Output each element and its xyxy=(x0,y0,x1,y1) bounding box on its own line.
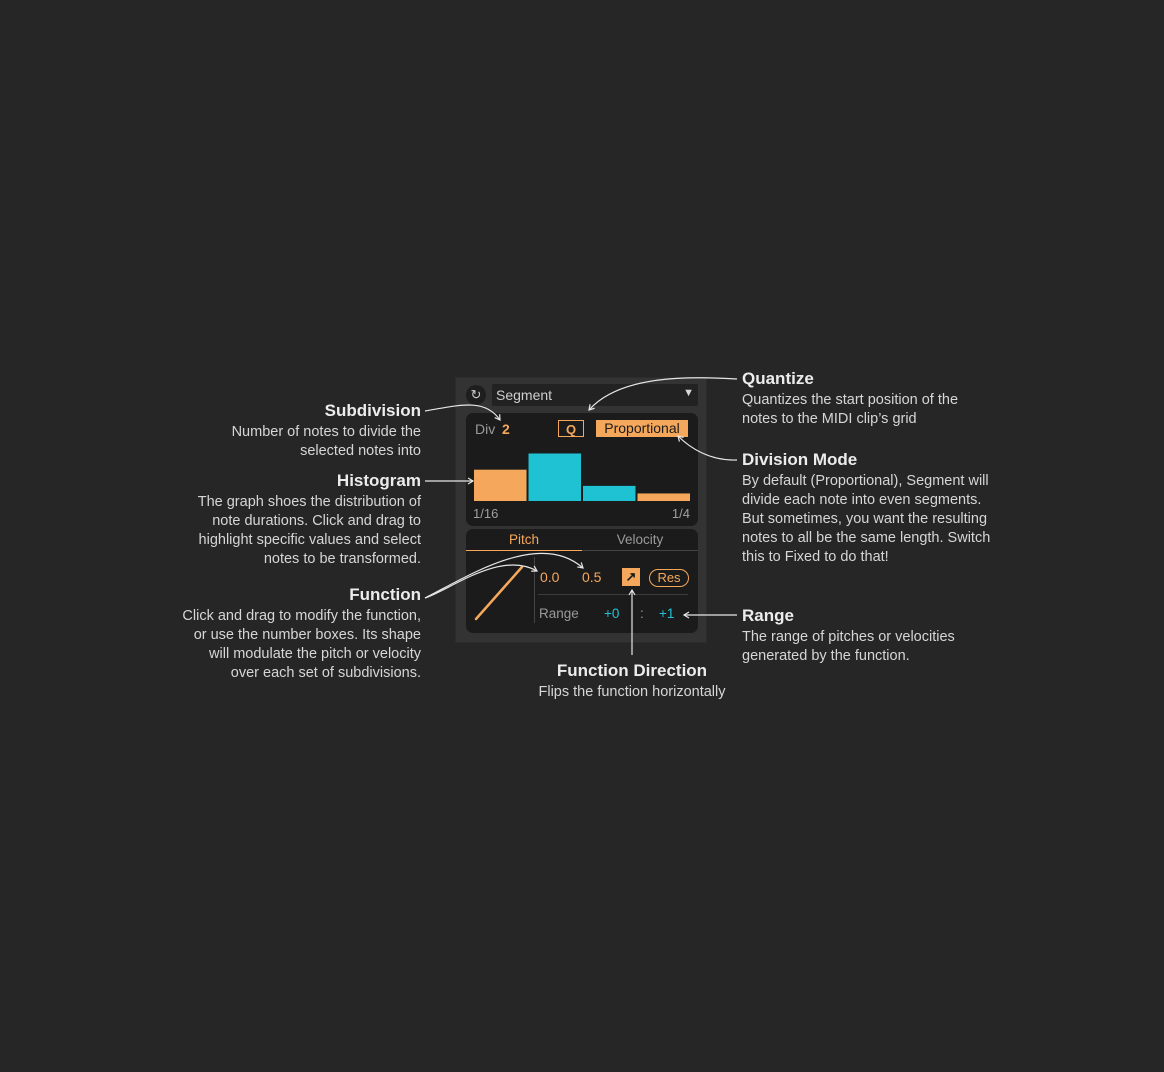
div-number-box[interactable]: 2 xyxy=(502,421,510,437)
preset-name: Segment xyxy=(496,387,553,403)
annotation-title: Quantize xyxy=(742,369,814,388)
annotation-body: Number of notes to divide the selected notes into xyxy=(231,424,421,459)
preset-dropdown[interactable] xyxy=(492,384,698,406)
div-label: Div xyxy=(475,421,496,437)
histogram-max-label: 1/4 xyxy=(671,506,690,521)
annotation-title: Histogram xyxy=(336,471,421,490)
chevron-down-icon: ▼ xyxy=(683,387,694,399)
res-button[interactable]: Res xyxy=(649,569,689,587)
division-mode-button[interactable]: Proportional xyxy=(596,420,688,437)
range-label: Range xyxy=(539,606,579,621)
annotation-title: Function xyxy=(349,585,421,604)
annotation-function xyxy=(180,585,421,683)
annotation-body: Flips the function horizontally xyxy=(538,684,726,700)
divider xyxy=(534,557,535,623)
range-separator: : xyxy=(640,606,644,621)
annotation-subdivision xyxy=(180,401,421,461)
subdivision-panel xyxy=(466,413,698,526)
range-min-number-box[interactable]: +0 xyxy=(604,606,620,621)
annotation-body: By default (Proportional), Segment will divide each note into even segments. But sometimes, you want the resulting notes to all be the same length. Switch this to Fixed to do that! xyxy=(742,473,991,565)
reset-icon[interactable]: ↻ xyxy=(466,385,486,405)
segment-device xyxy=(455,377,707,643)
function-panel xyxy=(466,529,698,633)
function-curve xyxy=(476,567,522,619)
tab-velocity[interactable]: Velocity xyxy=(582,529,698,551)
annotation-quantize xyxy=(742,369,992,429)
annotation-range xyxy=(742,606,992,666)
annotation-histogram xyxy=(180,471,421,569)
annotation-body: Quantizes the start position of the notes to the MIDI clip’s grid xyxy=(742,392,959,427)
function-start-number-box[interactable]: 0.0 xyxy=(540,569,560,585)
annotation-title: Subdivision xyxy=(324,401,421,420)
histogram-bar[interactable] xyxy=(474,470,527,501)
annotation-body: The range of pitches or velocities generated by the function. xyxy=(742,629,955,664)
quantize-button[interactable]: Q xyxy=(558,420,584,437)
function-end-number-box[interactable]: 0.5 xyxy=(582,569,602,585)
function-graph[interactable] xyxy=(470,557,530,623)
histogram-bar[interactable] xyxy=(638,493,691,501)
device-header xyxy=(464,384,700,406)
range-max-number-box[interactable]: +1 xyxy=(659,606,675,621)
annotation-body: The graph shoes the distribution of note durations. Click and drag to highlight specific values and select notes to be transformed. xyxy=(197,494,421,567)
histogram-min-label: 1/16 xyxy=(473,506,499,521)
histogram-bar[interactable] xyxy=(583,486,636,501)
divider xyxy=(538,594,688,595)
histogram-bar[interactable] xyxy=(529,453,582,501)
arrow-up-right-icon[interactable]: ↗ xyxy=(622,568,640,586)
annotation-division-mode xyxy=(742,450,992,567)
tab-pitch[interactable]: Pitch xyxy=(466,529,582,551)
annotation-function-direction xyxy=(490,661,774,702)
annotation-title: Range xyxy=(742,606,794,625)
histogram[interactable] xyxy=(474,447,690,501)
annotation-title: Division Mode xyxy=(742,450,858,469)
annotation-title: Function Direction xyxy=(556,661,708,680)
annotation-body: Click and drag to modify the function, or use the number boxes. Its shape will modulate the pitch or velocity over each set of subdivisions. xyxy=(182,608,421,681)
